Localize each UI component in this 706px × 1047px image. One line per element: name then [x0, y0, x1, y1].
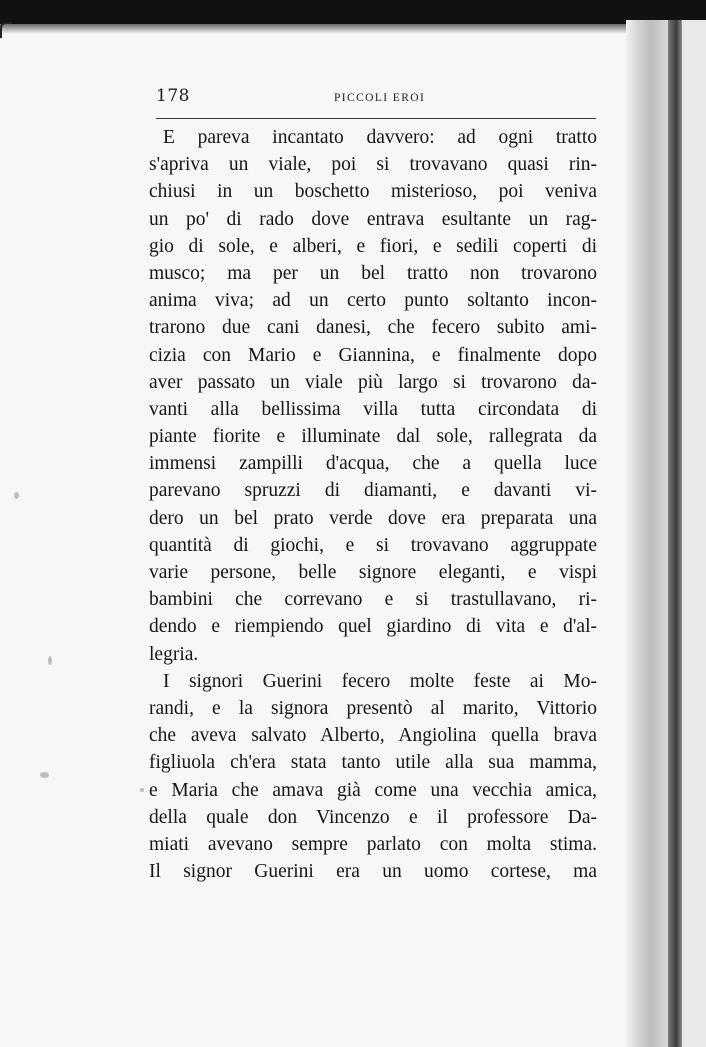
- paper-speck: [140, 788, 144, 792]
- text-line: figliuola ch'era stata tanto utile alla sua mamma,: [149, 752, 597, 774]
- text-line: vanti alla bellissima villa tutta circondata di: [149, 398, 597, 420]
- text-line: immensi zampilli d'acqua, che a quella luce: [149, 453, 597, 475]
- text-line: della quale don Vincenzo e il professore Da-: [149, 806, 597, 828]
- paper-speck: [14, 492, 19, 499]
- text-line: Il signor Guerini era un uomo cortese, ma: [149, 861, 597, 883]
- text-line: anima viva; ad un certo punto soltanto incon-: [149, 290, 597, 312]
- text-line: parevano spruzzi di diamanti, e davanti vi-: [149, 480, 597, 502]
- scan-top-shadow: [0, 24, 706, 34]
- paper-speck: [40, 772, 49, 778]
- text-line: varie persone, belle signore eleganti, e vispi: [149, 562, 597, 583]
- paper-speck: [48, 656, 52, 665]
- page-corner-mark: [0, 22, 12, 38]
- book-spine-edge: [668, 20, 682, 1047]
- text-line: dendo e riempiendo quel giardino di vita e d'al-: [149, 616, 597, 638]
- text-line: musco; ma per un bel tratto non trovarono: [149, 262, 597, 284]
- header-rule: [156, 118, 596, 119]
- text-line: miati avevano sempre parlato con molta stima.: [149, 833, 597, 855]
- adjacent-page-edge: [682, 20, 706, 1047]
- text-line: dero un bel prato verde dove era preparata una: [149, 507, 597, 529]
- text-line: un po' di rado dove entrava esultante un rag-: [149, 208, 597, 230]
- text-line: legria.: [149, 643, 199, 665]
- text-line: aver passato un viale più largo si trovarono da-: [149, 371, 597, 393]
- text-line: quantità di giochi, e si trovavano aggruppate: [149, 534, 597, 556]
- text-line: s'apriva un viale, poi si trovavano quasi rin-: [149, 154, 597, 176]
- running-title: PICCOLI EROI: [334, 92, 426, 104]
- text-line: bambini che correvano e si trastullavano, ri-: [149, 589, 597, 611]
- text-line: piante fiorite e illuminate dal sole, rallegrata da: [149, 426, 597, 448]
- scan-top-edge: [0, 0, 706, 24]
- body-text: [149, 124, 597, 885]
- text-line: randi, e la signora presentò al marito, Vittorio: [149, 697, 597, 719]
- book-gutter-shadow: [626, 20, 668, 1047]
- text-line: trarono due cani danesi, che fecero subito ami-: [149, 317, 597, 339]
- text-line: E pareva incantato davvero: ad ogni tratto: [163, 127, 597, 148]
- text-line: I signori Guerini fecero molte feste ai Mo-: [163, 670, 597, 692]
- page-number: 178: [156, 86, 190, 106]
- text-line: chiusi in un boschetto misterioso, poi veniva: [149, 181, 597, 203]
- text-line: che aveva salvato Alberto, Angiolina quella brava: [149, 725, 597, 747]
- text-line: e Maria che amava già come una vecchia amica,: [149, 779, 597, 801]
- text-line: gio di sole, e alberi, e fiori, e sedili coperti di: [149, 235, 597, 257]
- text-line: cizia con Mario e Giannina, e finalmente dopo: [149, 344, 597, 366]
